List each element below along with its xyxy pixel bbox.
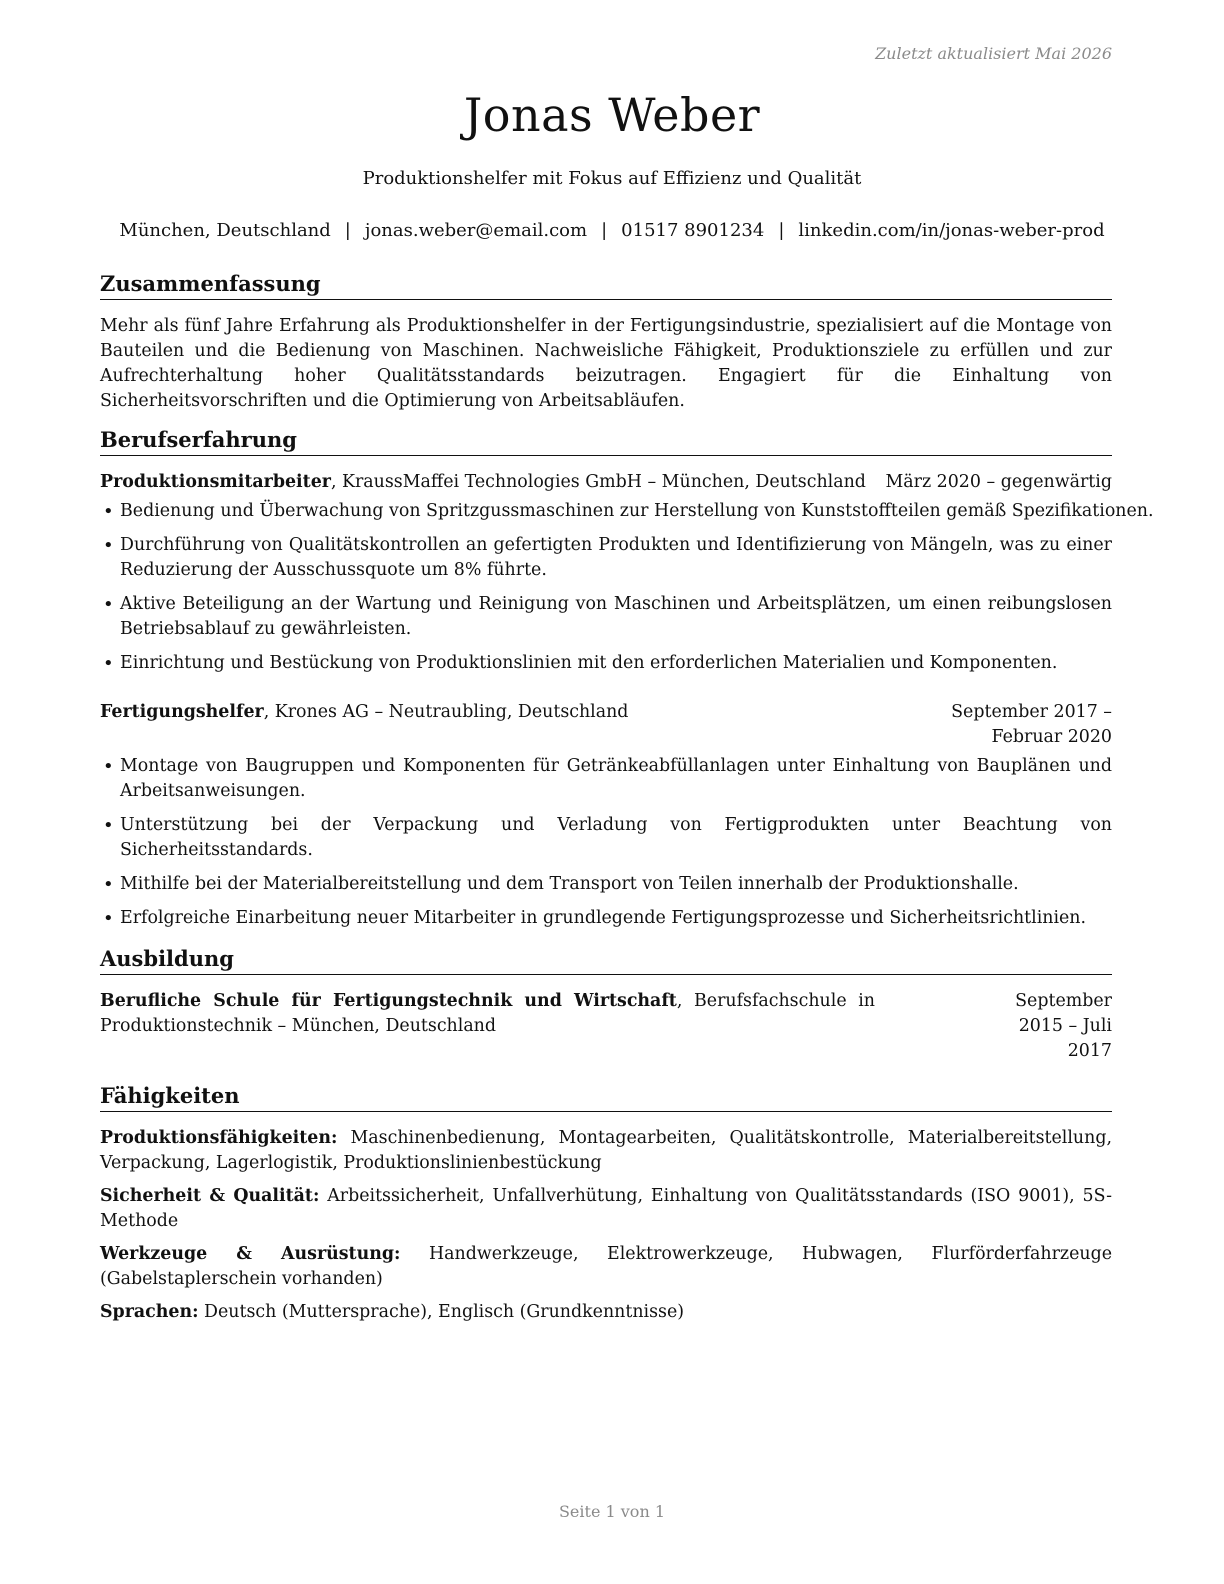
skill-value: Arbeitssicherheit, Unfallverhütung, Einhaltung von Qualitätsstandards (ISO 9001), 5S-Methode: [100, 1186, 1113, 1231]
list-item: • Montage von Baugruppen und Komponenten für Getränkeabfüllanlagen unter Einhaltung von Bauplänen und Arbeitsanweisungen.: [100, 754, 1112, 804]
last-updated-note: Zuletzt aktualisiert Mai 2026: [875, 44, 1112, 63]
section-title-skills: Fähigkeiten: [100, 1082, 1112, 1112]
candidate-tagline: Produktionshelfer mit Fokus auf Effizienz und Qualität: [362, 168, 862, 189]
summary-text: Mehr als fünf Jahre Erfahrung als Produktionshelfer in der Fertigungsindustrie, spezialisiert auf die Montage von Bauteilen und die Bedienung von Maschinen. Nachweisliche Fähigkeit, Produktionsziele zu erfüllen und zur Aufrechterhaltung hoher Qualitätsstandards beizutragen. Engagiert für die Einhaltung von Sicherheitsvorschriften und die Optimierung von Arbeitsabläufen.: [100, 316, 1112, 411]
job-position: [100, 700, 866, 725]
skill-row: [100, 1300, 1112, 1325]
job-header: [100, 700, 1112, 750]
education-detail: , Berufsfachschule in Produktionstechnik – München, Deutschland: [100, 991, 875, 1036]
job-position: [100, 470, 870, 495]
list-item: • Unterstützung bei der Verpackung und Verladung von Fertigprodukten unter Beachtung von Sicherheitsstandards.: [100, 813, 1112, 863]
skill-value: Deutsch (Muttersprache), Englisch (Grundkenntnisse): [198, 1302, 685, 1322]
section-title-education: Ausbildung: [100, 945, 1112, 975]
job-entry: [100, 700, 1112, 931]
list-item: • Einrichtung und Bestückung von Produktionslinien mit den erforderlichen Materialien und Komponenten.: [100, 651, 1112, 676]
education-school: Berufliche Schule für Fertigungstechnik und Wirtschaft: [100, 991, 677, 1011]
skill-row: [100, 1126, 1112, 1176]
contact-email[interactable]: jonas.weber@email.com: [364, 220, 588, 241]
summary-section: [100, 270, 1112, 414]
education-section: [100, 945, 1112, 1064]
job-role: Produktionsmitarbeiter: [100, 472, 331, 492]
job-company: , Krones AG – Neutraubling, Deutschland: [263, 702, 629, 722]
education-entry: [100, 989, 1112, 1064]
page-number-footer: Seite 1 von 1: [558, 1502, 666, 1521]
job-bullet-list: [100, 754, 1112, 931]
contact-location: München, Deutschland: [119, 220, 331, 241]
contact-separator: |: [778, 220, 785, 241]
skill-value: Handwerkzeuge, Elektrowerkzeuge, Hubwagen, Flurförderfahrzeuge (Gabelstaplerschein vorhanden): [100, 1244, 1112, 1289]
list-item: • Aktive Beteiligung an der Wartung und Reinigung von Maschinen und Arbeitsplätzen, um einen reibungslosen Betriebsablauf zu gewährleisten.: [100, 592, 1112, 642]
resume-content: [100, 270, 1154, 1337]
contact-separator: |: [344, 220, 351, 241]
list-item: • Erfolgreiche Einarbeitung neuer Mitarbeiter in grundlegende Fertigungsprozesse und Sicherheitsrichtlinien.: [100, 906, 1112, 931]
skill-label: Produktionsfähigkeiten:: [100, 1128, 338, 1148]
skill-value: Maschinenbedienung, Montagearbeiten, Qualitätskontrolle, Materialbereitstellung, Verpackung, Lagerlogistik, Produktionslinienbestückung: [100, 1128, 1112, 1173]
skill-row: [100, 1242, 1112, 1292]
contact-phone[interactable]: 01517 8901234: [621, 220, 765, 241]
section-title-experience: Berufserfahrung: [100, 426, 1112, 456]
job-header: [100, 470, 1112, 495]
list-item: • Durchführung von Qualitätskontrollen an gefertigten Produkten und Identifizierung von Mängeln, was zu einer Reduzierung der Ausschussquote um 8% führte.: [100, 533, 1112, 583]
list-item: • Bedienung und Überwachung von Spritzgussmaschinen zur Herstellung von Kunststoffteilen gemäß Spezifikationen.: [100, 499, 1112, 524]
contact-linkedin[interactable]: linkedin.com/in/jonas-weber-prod: [798, 220, 1105, 241]
contact-line: [0, 220, 1224, 241]
education-institution: [100, 989, 875, 1064]
section-title-summary: Zusammenfassung: [100, 270, 1112, 300]
list-item: • Mithilfe bei der Materialbereitstellung und dem Transport von Teilen innerhalb der Produktionshalle.: [100, 872, 1112, 897]
contact-separator: |: [601, 220, 608, 241]
job-company: , KraussMaffei Technologies GmbH – München, Deutschland: [330, 472, 866, 492]
experience-section: [100, 426, 1154, 931]
candidate-name: Jonas Weber: [463, 88, 761, 142]
skills-section: [100, 1082, 1112, 1325]
job-bullet-list: [100, 499, 1154, 676]
skill-label: Sprachen:: [100, 1302, 199, 1322]
job-dates: September 2017 – Februar 2020: [951, 702, 1112, 747]
education-dates: September 2015 – Juli 2017: [1015, 991, 1112, 1061]
skill-row: [100, 1184, 1112, 1234]
job-entry: [100, 470, 1154, 676]
job-role: Fertigungshelfer: [100, 702, 264, 722]
skill-label: Sicherheit & Qualität:: [100, 1186, 320, 1206]
job-dates: März 2020 – gegenwärtig: [885, 472, 1112, 492]
skill-label: Werkzeuge & Ausrüstung:: [100, 1244, 401, 1264]
